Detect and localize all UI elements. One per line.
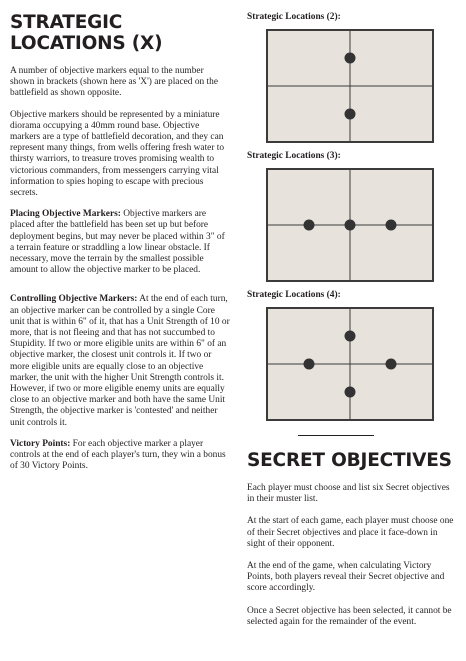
objective-marker (304, 359, 315, 370)
secret-paragraph-1: Each player must choose and list six Secret objectives in their muster list. (247, 483, 450, 505)
intro-paragraph: A number of objective markers equal to the number shown in brackets (shown here as 'X') are placed on the battlefield as shown opposite. (10, 66, 218, 99)
placing-text: Objective markers are placed after the battlefield has been set up but before deployment begins, but may never be placed within 3" of a terrain feature or straddling a low linear obstacle. If necessary, move the terrain by the smallest possible amount to allow the objective marker to be placed. (10, 209, 225, 276)
placing-heading: Placing Objective Markers: (10, 209, 121, 220)
controlling-heading: Controlling Objective Markers: (10, 294, 138, 305)
objective-marker (386, 359, 397, 370)
battlefield-map-4-graphic (268, 309, 432, 419)
objective-marker (345, 220, 356, 231)
map-label-3: Strategic Locations (3): (247, 151, 341, 161)
map-label-4: Strategic Locations (4): (247, 290, 341, 300)
objective-marker (345, 53, 356, 64)
secret-paragraph-2: At the start of each game, each player must choose one of their Secret objectives and place it face-down in sight of their opponent. (247, 516, 454, 549)
battlefield-map-3 (266, 168, 434, 282)
objective-marker (386, 220, 397, 231)
battlefield-map-3-graphic (268, 170, 432, 280)
controlling-text: At the end of each turn, an objective marker can be controlled by a single Core unit that is within 6" of it, that has a Unit Strength of 10 or more, that is not fleeing and that has not succumbed to Stupidity. If two or more eligible units are within 6" of an objective marker, the closest unit controls it. If two or more eligible units are equally close to an objective marker, the unit with the higher Unit Strength controls it. However, if two or more eligible enemy units are equally close to an objective marker and both have the same Unit Strength, the objective marker is 'contested' and neither unit controls it. (10, 294, 230, 428)
secret-paragraph-4: Once a Secret objective has been selected, it cannot be selected again for the remainder of the event. (247, 605, 452, 627)
objective-marker (345, 109, 356, 120)
objective-markers-paragraph: Objective markers should be represented by a miniature diorama occupying a 40mm round base. Objective markers are a type of battlefield decoration, and they can represent many things, from wells offering fresh water to thirsty warriors, to treasure troves promising wealth to victorious commanders, from messengers carrying vital information to spies hoping to escape with precious secrets. (10, 109, 225, 199)
secret-objectives-title: SECRET OBJECTIVES (247, 450, 452, 471)
battlefield-map-2-graphic (268, 31, 432, 141)
victory-text: For each objective marker a player controls at the end of each player's turn, they win a bonus of 30 Victory Points. (10, 438, 226, 472)
controlling-objective-markers-paragraph (10, 294, 230, 428)
map-label-2: Strategic Locations (2): (247, 12, 341, 22)
victory-points-paragraph (10, 439, 230, 473)
objective-marker (345, 387, 356, 398)
victory-heading: Victory Points: (10, 438, 71, 449)
objective-marker (345, 331, 356, 342)
section-divider (298, 435, 374, 436)
battlefield-map-2 (266, 29, 434, 143)
strategic-locations-title: STRATEGIC LOCATIONS (X) (10, 12, 163, 54)
objective-marker (304, 220, 315, 231)
battlefield-map-4 (266, 307, 434, 421)
secret-paragraph-3: At the end of the game, when calculating Victory Points, both players reveal their Secret objective and score accordingly. (247, 561, 445, 594)
placing-objective-markers-paragraph (10, 209, 230, 276)
strategic-locations-column (10, 12, 230, 483)
maps-and-secret-column (247, 12, 457, 639)
